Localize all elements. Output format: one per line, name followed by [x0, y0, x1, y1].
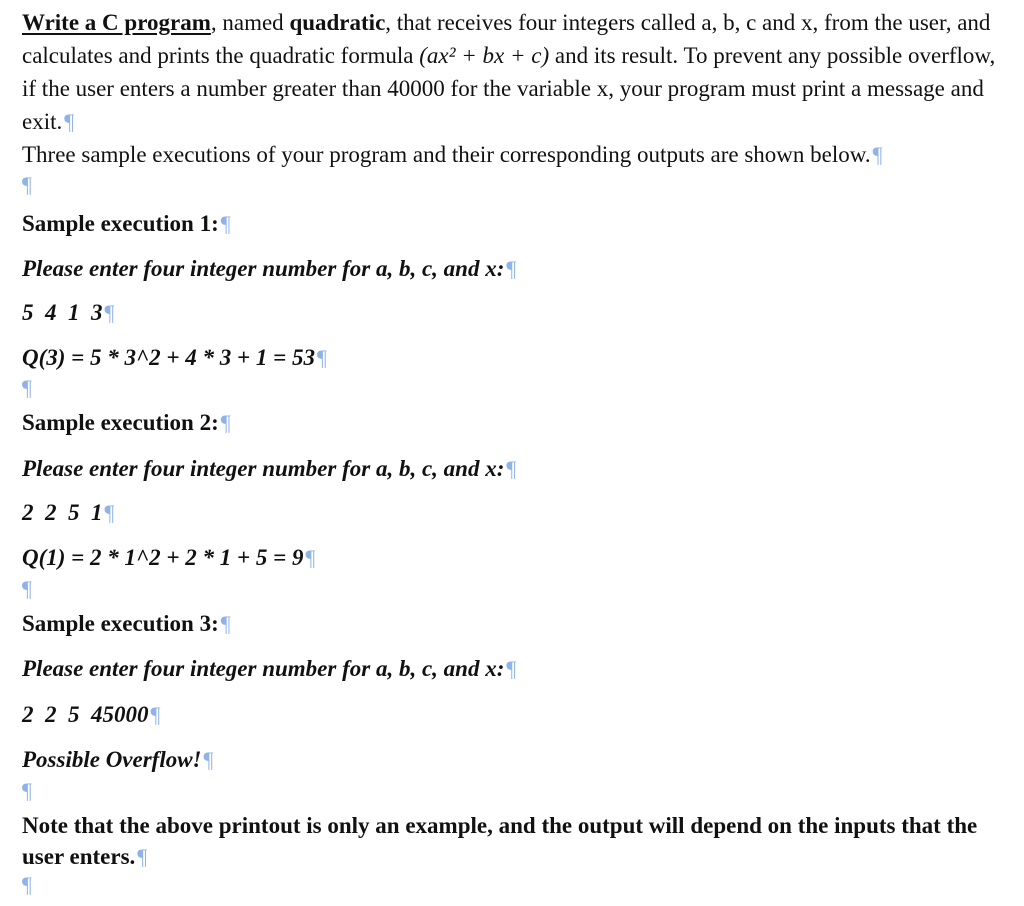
sample-input — [22, 498, 114, 528]
pilcrow-mark: ¶ — [220, 410, 231, 435]
empty-paragraph — [22, 574, 32, 604]
sample-output — [22, 543, 315, 573]
empty-paragraph — [22, 776, 32, 806]
pilcrow-mark: ¶ — [872, 142, 883, 167]
note-text: Note that the above printout is only an example, and the output will depend on the inputs that the user enters. — [22, 813, 978, 869]
pilcrow-mark: ¶ — [22, 872, 32, 897]
pilcrow-mark: ¶ — [150, 702, 161, 727]
sample-input-text: 2 2 5 45000 — [22, 702, 149, 727]
pilcrow-mark: ¶ — [506, 256, 517, 281]
pilcrow-mark: ¶ — [220, 211, 231, 236]
sample-output — [22, 343, 327, 373]
pilcrow-mark: ¶ — [22, 778, 32, 803]
pilcrow-mark: ¶ — [22, 375, 32, 400]
intro-text: and its result. To prevent any possible overflow, if the user enters a number greater than 40000 for the variable x, your program must print a message and exit. — [22, 43, 996, 134]
sample-output-text: Possible Overflow! — [22, 747, 202, 772]
samples-intro-text: Three sample executions of your program and their corresponding outputs are shown below. — [22, 142, 871, 167]
sample-prompt-text: Please enter four integer number for a, b, c, and x: — [22, 656, 505, 681]
sample-heading-text: Sample execution 2: — [22, 410, 219, 435]
pilcrow-mark: ¶ — [305, 545, 316, 570]
pilcrow-mark: ¶ — [220, 611, 231, 636]
sample-prompt-text: Please enter four integer number for a, b, c, and x: — [22, 256, 505, 281]
sample-input-text: 2 2 5 1 — [22, 500, 103, 525]
pilcrow-mark: ¶ — [104, 500, 115, 525]
pilcrow-mark: ¶ — [203, 747, 214, 772]
sample-heading — [22, 209, 231, 239]
pilcrow-mark: ¶ — [316, 345, 327, 370]
pilcrow-mark: ¶ — [506, 456, 517, 481]
samples-intro — [22, 138, 1007, 171]
sample-output-text: Q(1) = 2 * 1^2 + 2 * 1 + 5 = 9 — [22, 545, 304, 570]
sample-heading-text: Sample execution 3: — [22, 611, 219, 636]
empty-paragraph — [22, 870, 32, 900]
intro-text: , named — [210, 10, 290, 35]
sample-prompt — [22, 654, 516, 684]
program-name: quadratic — [289, 10, 386, 35]
sample-prompt-text: Please enter four integer number for a, b, c, and x: — [22, 456, 505, 481]
sample-output-text: Q(3) = 5 * 3^2 + 4 * 3 + 1 = 53 — [22, 345, 315, 370]
closing-note — [22, 810, 997, 872]
pilcrow-mark: ¶ — [22, 172, 32, 197]
sample-prompt — [22, 454, 516, 484]
pilcrow-mark: ¶ — [137, 844, 148, 869]
sample-input — [22, 298, 114, 328]
intro-paragraph — [22, 6, 1007, 138]
intro-text: , that receives four integers called a, b, c and x, from the user, and calculates and prints the quadratic formula — [22, 10, 991, 68]
formula: (ax² + bx + c) — [419, 43, 550, 68]
sample-heading — [22, 609, 231, 639]
write-lead: Write a C program — [22, 10, 211, 35]
empty-paragraph — [22, 170, 32, 200]
pilcrow-mark: ¶ — [104, 300, 115, 325]
pilcrow-mark: ¶ — [506, 656, 517, 681]
pilcrow-mark: ¶ — [22, 576, 32, 601]
sample-output — [22, 745, 213, 775]
sample-input-text: 5 4 1 3 — [22, 300, 103, 325]
sample-heading — [22, 408, 231, 438]
pilcrow-mark: ¶ — [64, 109, 75, 134]
empty-paragraph — [22, 373, 32, 403]
sample-input — [22, 700, 160, 730]
sample-heading-text: Sample execution 1: — [22, 211, 219, 236]
assignment-description — [22, 6, 1007, 171]
sample-prompt — [22, 254, 516, 284]
